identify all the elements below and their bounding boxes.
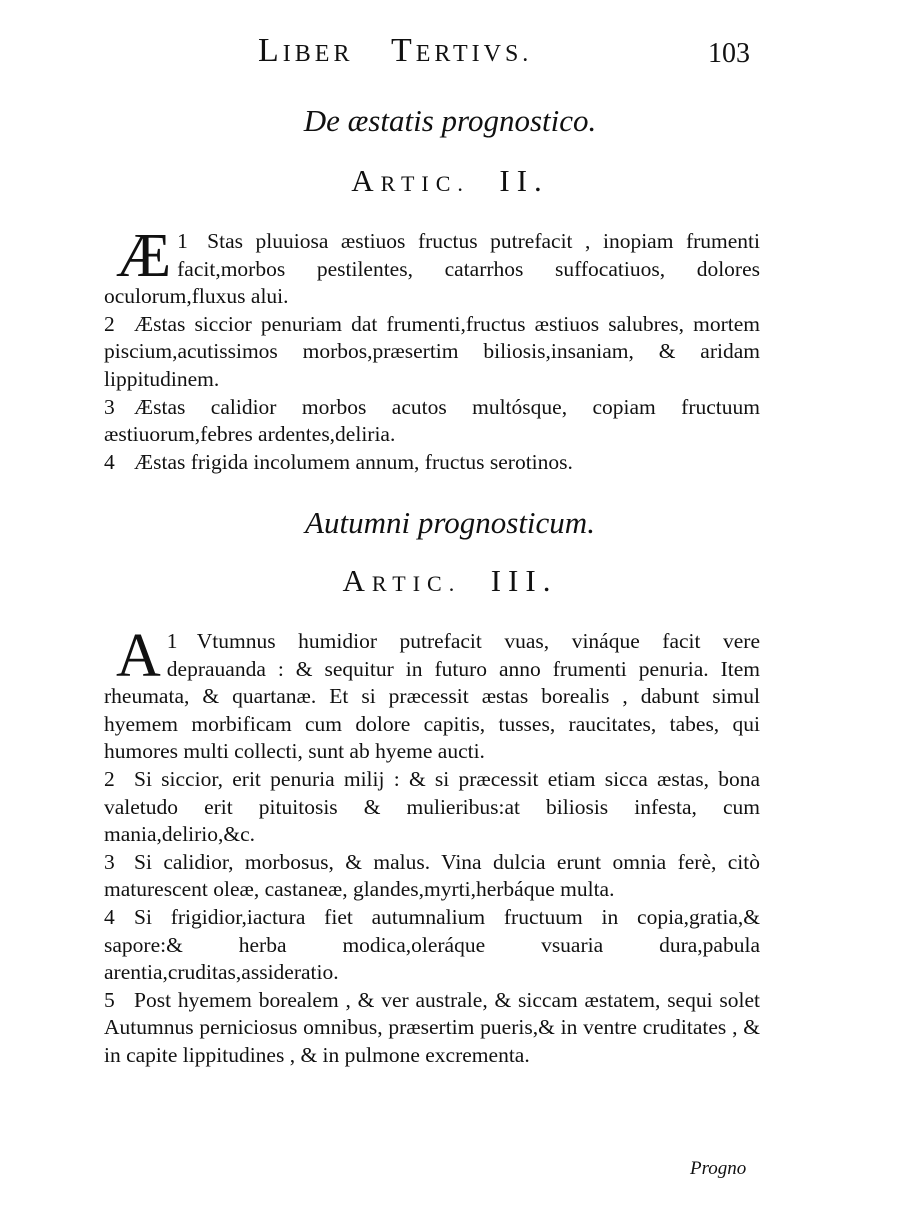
running-head-initial-2: T — [390, 32, 416, 69]
paragraph-number: 3 — [104, 849, 115, 874]
paragraph-autumn-3 — [104, 849, 760, 904]
running-head-initial-1: L — [258, 32, 283, 69]
article-label-initial: A — [342, 563, 372, 598]
running-head-rest-1: IBER — [282, 41, 354, 67]
paragraph-number: 4 — [104, 904, 115, 929]
article-heading-2 — [0, 163, 900, 199]
paragraph-number: 3 — [104, 394, 115, 419]
drop-cap: Æ — [116, 222, 172, 290]
paragraph-text: Stas pluuiosa æstiuos fructus putrefacit , inopiam frumenti facit,morbos pestilentes, catarrhos suffocatiuos, dolores oculorum,fluxus alui. — [104, 229, 760, 309]
paragraph-autumn-2 — [104, 766, 760, 849]
paragraph-autumn-4 — [104, 904, 760, 987]
section-title-autumn: Autumni prognosticum. — [305, 505, 595, 540]
article-label-rest: RTIC. — [380, 171, 470, 196]
drop-cap: A — [116, 622, 161, 690]
paragraph-text: Æstas calidior morbos acutos multósque, copiam fructuum æstiuorum,febres ardentes,deliria. — [104, 394, 760, 447]
section-title-summer: De æstatis prognostico. — [303, 103, 597, 138]
section-body-autumn — [104, 622, 760, 1070]
paragraph-text: Post hyemem borealem , & ver australe, & siccam æstatem, sequi solet Autumnus perniciosus omnibus, præsertim pueris,& in ventre cruditates , & in capite lippitudines , & in pulmone excrementa. — [104, 987, 760, 1067]
section-body-summer — [104, 222, 760, 476]
paragraph-summer-1 — [104, 222, 760, 311]
page-number: 103 — [708, 38, 750, 69]
paragraph-number: 2 — [104, 311, 115, 336]
paragraph-number: 2 — [104, 766, 115, 791]
paragraph-text: Si frigidior,iactura fiet autumnalium fructuum in copia,gratia,& sapore:& herba modica,oleráque vsuaria dura,pabula arentia,cruditas,assideratio. — [104, 904, 760, 985]
running-head — [258, 32, 532, 70]
paragraph-summer-2 — [104, 311, 760, 394]
paragraph-text: Vtumnus humidior putrefacit vuas, vináque facit vere deprauanda : & sequitur in futuro anno frumenti penuria. Item rheumata, & quartanæ. Et si præcessit æstas borealis , dabunt simul hyemem morbificam cum dolore capitis, tusses, raucitates, tabes, qui humores multi collecti, sunt ab hyeme aucti. — [104, 629, 760, 764]
paragraph-text: Si calidior, morbosus, & malus. Vina dulcia erunt omnia ferè, citò maturescent oleæ, castaneæ, glandes,myrti,herbáque multa. — [104, 849, 760, 902]
article-label-rest: RTIC. — [371, 571, 462, 596]
article-numeral: III. — [490, 563, 558, 598]
paragraph-number: 4 — [104, 449, 115, 474]
article-heading-3 — [0, 563, 900, 599]
catchword: Progno — [690, 1158, 747, 1179]
paragraph-autumn-1 — [104, 622, 760, 766]
article-label-initial: A — [351, 163, 381, 198]
paragraph-text: Æstas siccior penuriam dat frumenti,fructus æstiuos salubres, mortem piscium,acutissimos morbos,præsertim biliosis,insaniam, & aridam lippitudinem. — [104, 311, 760, 391]
paragraph-text: Si siccior, erit penuria milij : & si præcessit etiam sicca æstas, bona valetudo erit pituitosis & mulieribus:at biliosis infesta, cum mania,delirio,&c. — [104, 766, 760, 847]
paragraph-summer-3 — [104, 394, 760, 449]
paragraph-number: 1 — [166, 629, 178, 653]
paragraph-number: 1 — [177, 229, 188, 253]
paragraph-number: 5 — [104, 987, 115, 1012]
article-numeral: II. — [499, 163, 549, 198]
paragraph-autumn-5 — [104, 987, 760, 1070]
running-head-rest-2: ERTIVS. — [415, 41, 533, 67]
paragraph-summer-4 — [104, 449, 760, 477]
paragraph-text: Æstas frigida incolumem annum, fructus serotinos. — [134, 449, 573, 474]
